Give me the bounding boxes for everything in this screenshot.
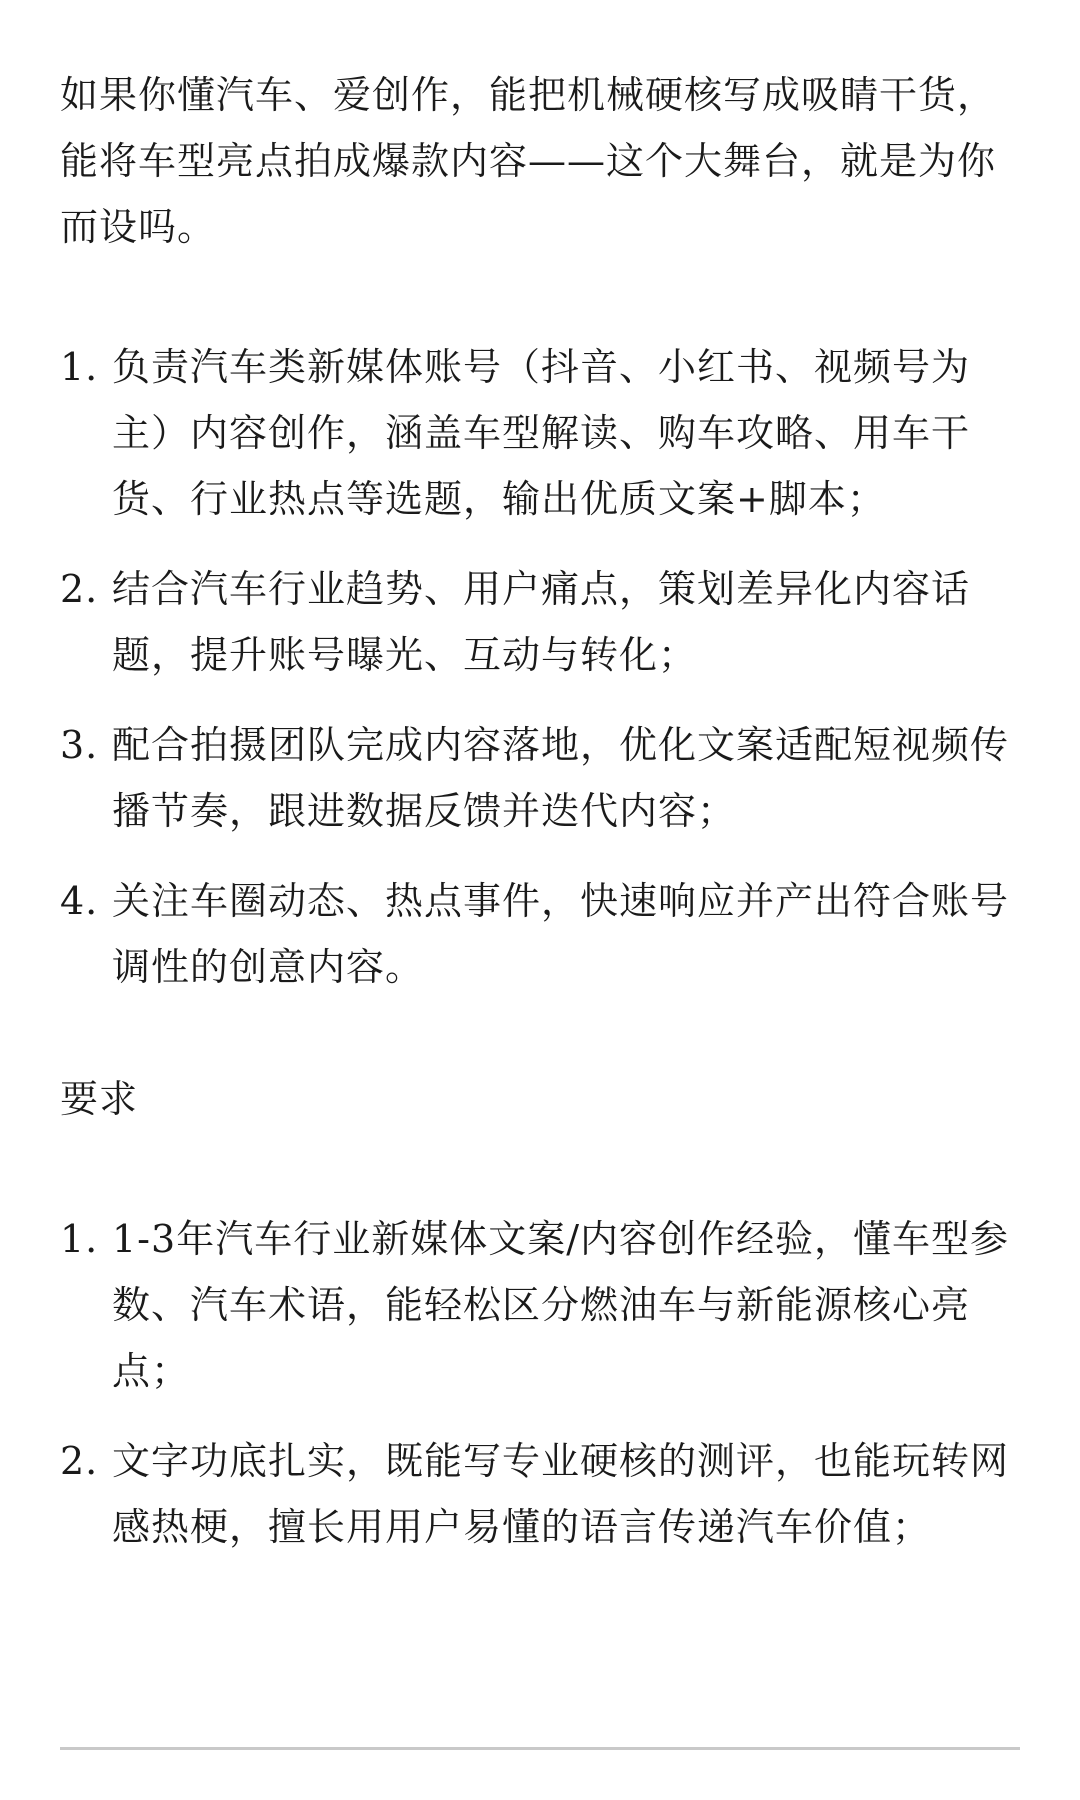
requirements-list xyxy=(60,1206,1020,1560)
duty-text: 结合汽车行业趋势、用户痛点，策划差异化内容话题，提升账号曝光、互动与转化； xyxy=(112,567,971,677)
requirement-number: 1. xyxy=(60,1217,99,1261)
duty-number: 3. xyxy=(60,723,99,767)
requirement-text: 文字功底扎实，既能写专业硬核的测评，也能玩转网感热梗，擅长用用户易懂的语言传递汽车价值； xyxy=(112,1439,1010,1549)
requirements-heading: 要求 xyxy=(60,1077,139,1121)
requirement-item-1 xyxy=(60,1206,1020,1404)
duty-text: 负责汽车类新媒体账号（抖音、小红书、视频号为主）内容创作，涵盖车型解读、购车攻略、用车干货、行业热点等选题，输出优质文案+脚本； xyxy=(112,345,971,521)
requirement-text: 1-3年汽车行业新媒体文案/内容创作经验，懂车型参数、汽车术语，能轻松区分燃油车与新能源核心亮点； xyxy=(112,1217,1009,1393)
requirement-item-2 xyxy=(60,1428,1020,1560)
duty-number: 1. xyxy=(60,345,99,389)
job-description xyxy=(60,62,1020,1584)
duty-number: 2. xyxy=(60,567,99,611)
duty-item-3 xyxy=(60,712,1020,844)
duty-item-1 xyxy=(60,334,1020,532)
duty-text: 关注车圈动态、热点事件，快速响应并产出符合账号调性的创意内容。 xyxy=(112,879,1010,989)
bottom-divider xyxy=(60,1747,1020,1750)
duty-text: 配合拍摄团队完成内容落地，优化文案适配短视频传播节奏，跟进数据反馈并迭代内容； xyxy=(112,723,1010,833)
duty-item-4 xyxy=(60,868,1020,1000)
intro-paragraph: 如果你懂汽车、爱创作，能把机械硬核写成吸睛干货，能将车型亮点拍成爆款内容——这个大舞台，就是为你而设吗。 xyxy=(60,73,997,249)
duties-list xyxy=(60,334,1020,1000)
duty-item-2 xyxy=(60,556,1020,688)
requirement-number: 2. xyxy=(60,1439,99,1483)
duty-number: 4. xyxy=(60,879,99,923)
